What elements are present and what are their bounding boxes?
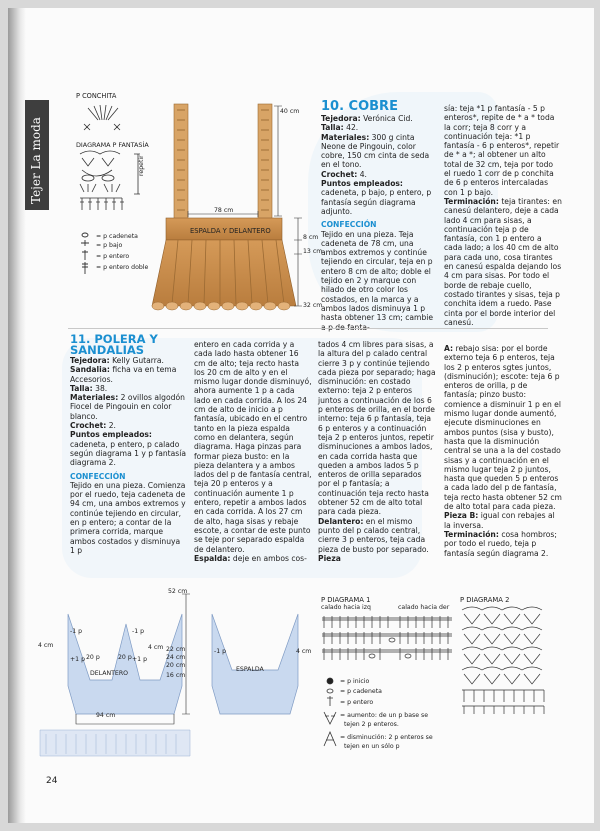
legend-p-inicio: = p inicio: [340, 678, 370, 685]
body-text: Tejido en una pieza. Teja cadeneta de 78 cm, una ambos extremos y continúe tejiendo en circular, teja en p entero 8 cm de alto; doble el tejido en 2 y marque con hilado de otro color los costados, en la marca y a ambos lados disminuya 1 p hasta obtener 13 cm; cambie: [321, 229, 434, 323]
measure-94cm: 94 cm: [96, 712, 116, 719]
measure-4cm: 4 cm: [148, 644, 164, 651]
stitch-count-20p: 20 p: [118, 654, 132, 661]
front-label: DELANTERO: [90, 670, 128, 677]
label: Materiales:: [70, 393, 119, 403]
value: Kelly Gutarra.: [112, 356, 164, 365]
measure-4cm: 4 cm: [38, 642, 54, 649]
repeat-label: repetir: [138, 155, 145, 176]
value: 300 g cinta Neone de Pingouin, color cobre, 150 cm cinta de seda en el tono.: [321, 132, 430, 170]
legend-entero-doble: = p entero doble: [96, 264, 149, 271]
page-binding-shadow: [8, 8, 26, 823]
label: Tejedora:: [70, 356, 110, 365]
p-conchita-diagram: [70, 100, 140, 136]
p-diagrama-2-chart: [460, 606, 552, 718]
label: Sandalia:: [70, 365, 110, 375]
section10-col3: [444, 104, 562, 327]
value: deje en ambos cos-: [232, 553, 307, 563]
minus-1p: -1 p: [214, 648, 227, 655]
label: Materiales:: [321, 132, 370, 142]
front-back-label: ESPALDA Y DELANTERO: [190, 227, 271, 235]
label: A:: [444, 344, 454, 353]
label: Terminación:: [444, 529, 499, 539]
confeccion-heading: CONFECCIÓN: [321, 220, 377, 230]
body-text: sía: teja *1 p fantasía - 5 p enteros*, repite de * a * toda la corr; teja 8 corr y a continuación teja: *1 p fantasía - 6 p enteros*, repetir de * a *; al obtener un alto total de 32 cm, teja por todo el ruedo 1 corr de p conchita de 6 p enteros intercaladas con 1 p bajo.: [444, 104, 560, 197]
legend-cadeneta: = p cadeneta: [96, 233, 138, 240]
label: Puntos empleados:: [70, 430, 152, 440]
calado-der-label: calado hacia der: [398, 604, 450, 611]
label: Crochet:: [321, 169, 358, 179]
section11-col2: [194, 340, 312, 563]
measure-8cm: 8 cm: [303, 234, 319, 241]
measure-24cm: 24 cm: [166, 654, 186, 661]
value: 4.: [359, 169, 367, 179]
section-tab: [25, 100, 49, 210]
value: teja tirantes: en canesú delantero, deje a cada lado 4 cm para sisas, a continuación teja p de fantasía, con 1 p entero a cada lado; a los 40 cm de alto para cada uno, cosa tirantes en canesú espalda dejando los 4 cm para sisas. Por todo el borde de rebaje cuello, costado tirantes y sisas, teja p conchita idem a ruedo. Pase cinta por el borde interior del canesú.: [444, 196, 562, 327]
legend-disminucion: = disminución: 2 p enteros se: [340, 734, 433, 741]
section11-col1: [70, 334, 186, 555]
value: en el mismo punto del p calado central, cierre 3 p enteros, teja cada pieza de busto por separado.: [318, 516, 429, 554]
p-diagrama-1-chart: [320, 612, 460, 668]
legend-entero: = p entero: [96, 253, 130, 260]
value: 42.: [346, 123, 359, 133]
legend-aumento-cont: tejen 2 p enteros.: [344, 721, 399, 728]
section10-heading: 10. COBRE: [321, 99, 398, 114]
label: Terminación:: [444, 196, 499, 206]
p-diagrama-1-legend-symbols: [322, 676, 338, 756]
label: Pieza: [318, 553, 341, 563]
section10-col2: [321, 100, 437, 332]
minus-1p: -1 p: [132, 628, 145, 635]
value: cadeneta, p entero, p calado según diagrama 1 y p fantasía diagrama 2.: [70, 439, 187, 468]
value: 38.: [95, 383, 108, 393]
measure-20cm: 20 cm: [166, 662, 186, 669]
legend-disminucion-cont: tejen en un sólo p: [344, 743, 400, 750]
label: Tejedora:: [321, 114, 361, 123]
label: Pieza B:: [444, 511, 479, 521]
p-diagrama-1-title: P DIAGRAMA 1: [321, 596, 371, 604]
body-text: Tejido en una pieza. Comienza por el ruedo, teja cadeneta de 94 cm, una ambos extremos y continúe tejiendo en circular, en p entero; a contar de la primera corrida, marque ambos costados y disminuya 1 p: [70, 480, 186, 555]
label: Puntos empleados:: [321, 179, 403, 189]
legend-bajo: = p bajo: [96, 242, 123, 249]
back-label: ESPALDA: [236, 666, 264, 673]
measure-16cm: 16 cm: [166, 672, 186, 679]
body-text: entero en cada corrida y a cada lado hasta obtener 16 cm de alto; teja recto hasta los 20 cm de alto y en el mismo lugar donde disminuyó, ahora aumente 1 p a cada lado en cada corrida. A los 24 cm de alto de inicio a p fantasía, ubicado en el centro tanto en la pieza espalda como en delantera, según diagrama. Haga pinzas para formar pieza busto: en la pieza delantera y a ambos lados del p de fantasía central, teja 20 p enteros y a continuación aumente 1 p entero, repetir a ambos lados en cada corrida. A los 27 cm de alto, haga sisas y rebaje escote, a contar de este punto se teje por separado espalda de delantero.: [194, 340, 312, 554]
value: cadeneta, p bajo, p entero, p fantasía según diagrama adjunto.: [321, 188, 432, 216]
measure-13cm: 13 cm: [303, 248, 323, 255]
calado-izq-label: calado hacia izq: [321, 604, 371, 611]
p-diagrama-2-title: P DIAGRAMA 2: [460, 596, 510, 604]
measure-78cm: 78 cm: [214, 207, 234, 214]
value: rebajo sisa: por el borde externo teja 6 p enteros, teja los 2 p enteros sgtes juntos, (disminución); escote: teja 6 p enteros de orilla, p de fantasía; pinzo busto: comience a disminuir 1 p en el mismo lugar donde aumentó, ejecute disminuciones en ambos puntos (sisa y busto), hasta que la disminución central se una a la del costado sisas y a continuación en el mismo lugar teja 2 p juntos, hasta que queden 5 p enteros a cada lado del p de fantasía, teja recto hasta obtener 52 cm de alto total para cada pieza.: [444, 344, 562, 512]
measure-4cm: 4 cm: [296, 648, 312, 655]
value: 2 ovillos algodón Fiocel de Pingouin en color blanco.: [70, 393, 185, 421]
stitch-legend-symbols: [78, 230, 94, 276]
label: Talla:: [70, 383, 93, 393]
p-conchita-label: P CONCHITA: [76, 92, 117, 100]
diagram-fantasia-label: DIAGRAMA P FANTASÍA: [76, 141, 149, 149]
confeccion-heading: CONFECCIÓN: [70, 471, 126, 481]
label: Delantero:: [318, 516, 364, 526]
label: Talla:: [321, 123, 344, 133]
measure-32cm: 32 cm: [303, 302, 323, 309]
stitch-count-20p: 20 p: [86, 654, 100, 661]
section-tab-label: Tejer La moda: [29, 117, 43, 204]
section11-col4: [444, 344, 562, 558]
measure-52cm: 52 cm: [168, 588, 188, 595]
page-number: 24: [46, 776, 58, 786]
copper-top-illustration: [148, 100, 328, 316]
value: Verónica Cid.: [363, 114, 413, 123]
magazine-page: [8, 8, 594, 823]
plus-1p: +1 p: [70, 656, 86, 663]
section11-heading: 11. POLERA Y SANDALIAS: [70, 332, 158, 357]
value: ficha va en tema Accesorios.: [70, 365, 177, 384]
value: cosa hombros; por todo el ruedo, teja p fantasía según diagrama 2.: [444, 529, 557, 558]
minus-1p: -1 p: [70, 628, 83, 635]
section11-col3: [318, 340, 436, 563]
plus-1p: +1 p: [132, 656, 148, 663]
legend-p-entero: = p entero: [340, 699, 374, 706]
label: Espalda:: [194, 553, 231, 563]
measure-40cm: 40 cm: [280, 108, 300, 115]
body-text: tados 4 cm libres para sisas, a la altura del p calado central cierre 3 p y continúe tejiendo cada pieza por separado; haga disminución: en costado externo: teja 2 p enteros juntos a continuación de los 6 p enteros de orilla, en el borde interno: teja 6 p fantasía, teja 6 p enteros y a continuación teja 2 p enteros juntos, repetir disminuciones a ambos lados, en cada corrida hasta que queden a ambos lados 5 p enteros de orilla separados por el p fantasía; a continuación teja recto hasta obtener 52 cm de alto total para cada pieza.: [318, 340, 436, 517]
measure-22cm: 22 cm: [166, 646, 186, 653]
label: Crochet:: [70, 421, 107, 431]
value: igual con rebajes al la inversa.: [444, 511, 555, 530]
legend-p-cadeneta: = p cadeneta: [340, 688, 382, 695]
section-divider: [68, 328, 548, 329]
value: 2.: [108, 421, 116, 431]
legend-aumento: = aumento: de un p base se: [340, 712, 429, 719]
